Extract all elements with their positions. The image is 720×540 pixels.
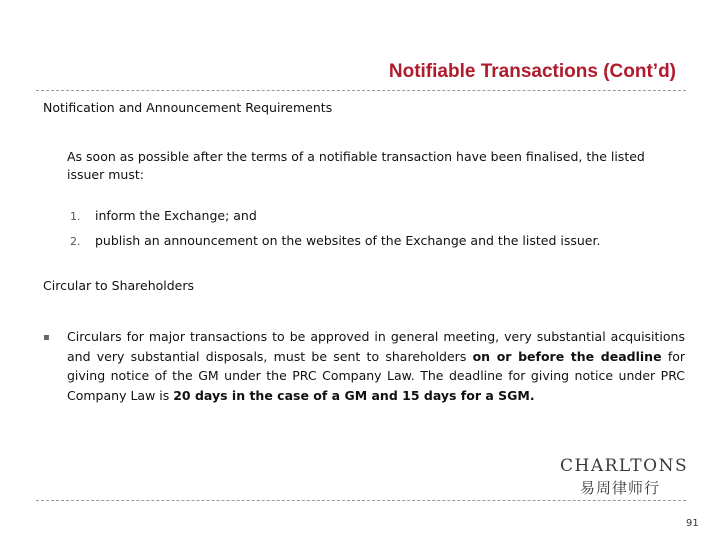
logo-english: CHARLTONS [560,456,689,476]
section-heading-notification: Notification and Announcement Requirements [43,100,333,115]
list-item [70,207,257,226]
circular-paragraph [67,327,685,405]
circular-text-1: Circulars for major transactions to be approved in general meeting, very substantial acquisitions and very substantial disposals, must be sent to shareholders [67,329,685,364]
charltons-logo [560,456,689,498]
bullet-icon: ▪ [43,332,50,343]
page-number: 91 [686,518,699,529]
top-divider [36,90,686,91]
circular-bold-days: 20 days in the case of a GM and 15 days for a SGM. [173,387,535,403]
list-number: 1. [70,210,81,223]
intro-line-2: issuer must: [67,167,144,182]
logo-chinese: 易周律师行 [579,479,660,497]
list-text: inform the Exchange; and [95,208,257,223]
list-item [70,232,600,251]
section-heading-circular: Circular to Shareholders [43,278,195,293]
intro-paragraph [67,148,667,184]
list-text: publish an announcement on the websites of the Exchange and the listed issuer. [95,233,601,248]
slide-title: Notifiable Transactions (Cont’d) [388,61,676,82]
circular-text-2: for giving notice of the GM under the PRC Company Law. The deadline for giving notice under PRC Company Law is [67,348,686,403]
bottom-divider [36,500,686,501]
list-number: 2. [70,235,81,248]
intro-line-1: As soon as possible after the terms of a notifiable transaction have been finalised, the listed [67,149,645,164]
circular-bold-deadline: on or before the deadline [472,348,662,364]
